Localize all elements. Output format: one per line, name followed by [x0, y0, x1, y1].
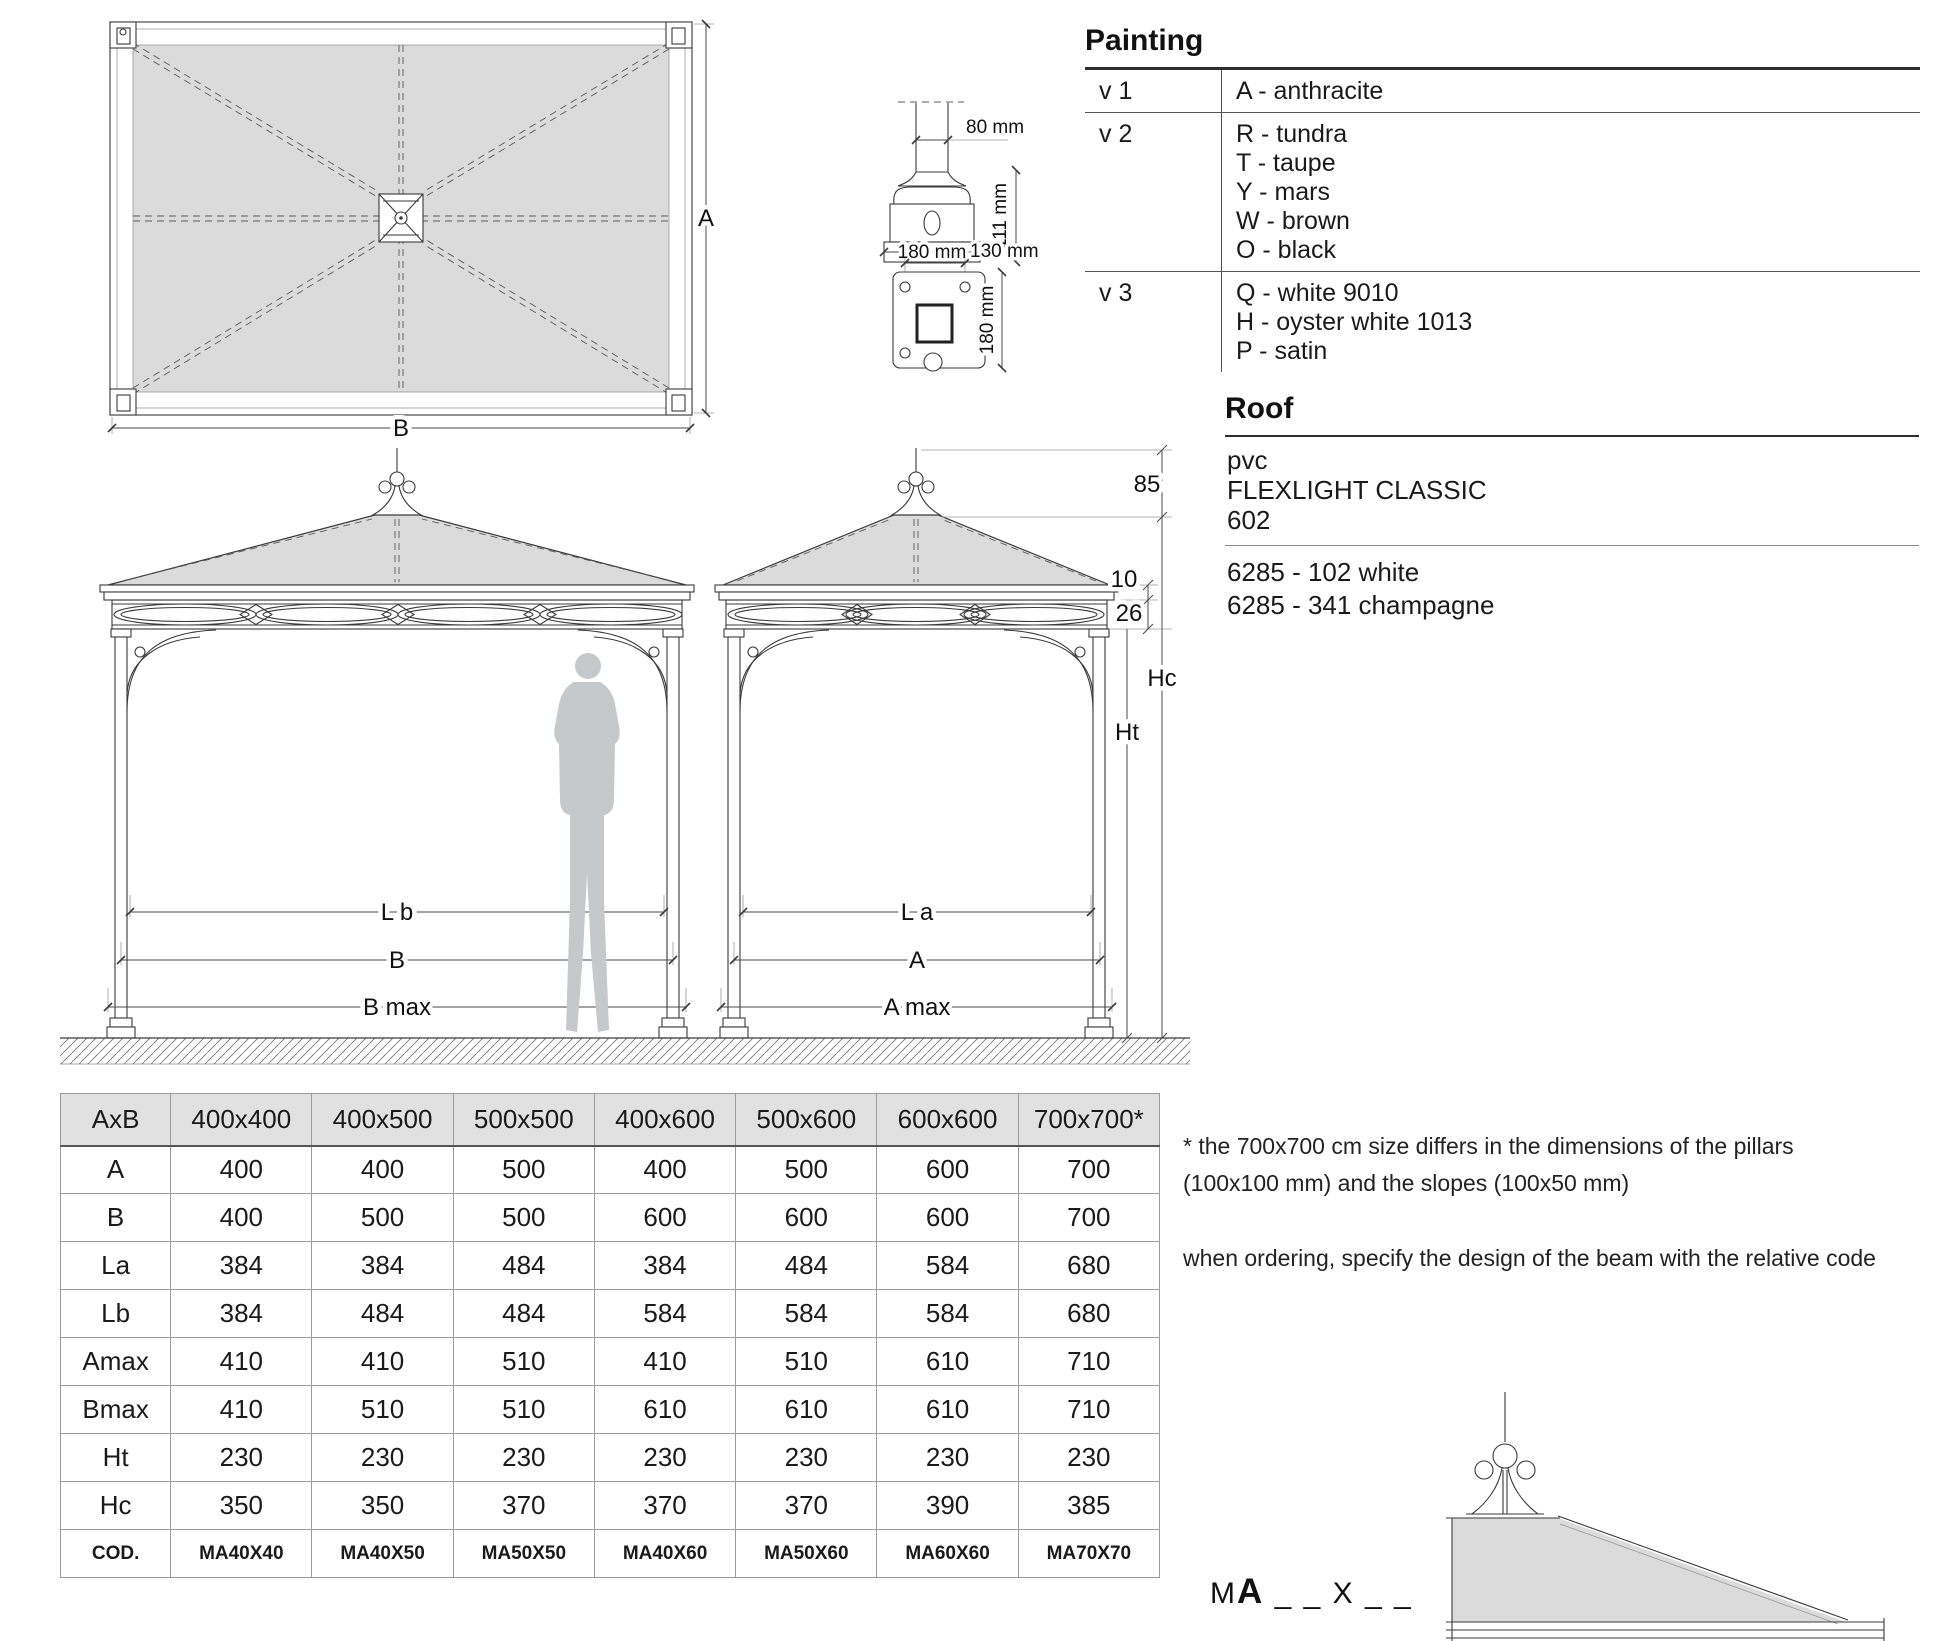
- size-row-label: Ht: [61, 1434, 171, 1482]
- variant-colors: [1222, 272, 1472, 372]
- size-value-cell: 610: [877, 1386, 1018, 1434]
- dim-85-label: 85: [1133, 471, 1161, 498]
- elevation-a-view: [715, 448, 1118, 1038]
- size-value-cell: 700: [1018, 1194, 1159, 1242]
- size-value-cell: 600: [736, 1194, 877, 1242]
- size-value-cell: 600: [594, 1194, 735, 1242]
- painting-title: Painting: [1085, 24, 1204, 57]
- size-row-label: Hc: [61, 1482, 171, 1530]
- size-value-cell: 700: [1018, 1146, 1159, 1194]
- size-value-cell: 390: [877, 1482, 1018, 1530]
- size-value-cell: 500: [453, 1146, 594, 1194]
- painting-row-v3: [1085, 272, 1920, 372]
- size-value-cell: 230: [1018, 1434, 1159, 1482]
- dim-a-label: A: [908, 947, 926, 974]
- size-row-label: Amax: [61, 1338, 171, 1386]
- size-value-cell: 370: [594, 1482, 735, 1530]
- size-value-cell: 710: [1018, 1386, 1159, 1434]
- size-value-cell: 410: [171, 1386, 312, 1434]
- roof-color-code: 6285 - 102 white: [1227, 557, 1420, 587]
- roof-title: Roof: [1225, 392, 1294, 425]
- size-value-cell: 584: [877, 1242, 1018, 1290]
- dim-lb-label: L b: [380, 899, 414, 926]
- size-table-row: [61, 1338, 1160, 1386]
- size-value-cell: 680: [1018, 1290, 1159, 1338]
- size-value-cell: 384: [171, 1242, 312, 1290]
- variant-colors: [1222, 70, 1383, 112]
- color-option: A - anthracite: [1236, 77, 1384, 105]
- dim-la-label: L a: [900, 899, 934, 926]
- size-value-cell: 400: [171, 1146, 312, 1194]
- size-table-section: [60, 1093, 1160, 1578]
- size-value-cell: MA40X60: [594, 1530, 735, 1578]
- size-table-row: [61, 1194, 1160, 1242]
- order-code-prefix: M: [1210, 1577, 1237, 1610]
- size-table-row: [61, 1434, 1160, 1482]
- size-row-label: COD.: [61, 1530, 171, 1578]
- size-value-cell: 384: [594, 1242, 735, 1290]
- size-table-row: [61, 1242, 1160, 1290]
- size-row-label: A: [61, 1146, 171, 1194]
- size-row-label: Lb: [61, 1290, 171, 1338]
- size-value-cell: 610: [594, 1386, 735, 1434]
- dim-amax-label: A max: [883, 994, 951, 1021]
- variant-label: v 2: [1085, 113, 1222, 271]
- size-value-cell: 510: [453, 1386, 594, 1434]
- size-value-cell: 384: [312, 1242, 453, 1290]
- size-col-header: 700x700*: [1018, 1094, 1159, 1146]
- size-value-cell: 410: [171, 1338, 312, 1386]
- size-table: [60, 1093, 1160, 1578]
- size-value-cell: 500: [312, 1194, 453, 1242]
- size-value-cell: 584: [736, 1290, 877, 1338]
- size-table-header-row: [61, 1094, 1160, 1146]
- plate-hole-spacing-label: 130 mm: [970, 241, 1039, 262]
- size-value-cell: 500: [453, 1194, 594, 1242]
- size-value-cell: 230: [736, 1434, 877, 1482]
- painting-table: [1085, 67, 1920, 372]
- size-value-cell: 410: [312, 1338, 453, 1386]
- pillar-base-detail: [884, 102, 1024, 263]
- size-value-cell: 230: [594, 1434, 735, 1482]
- color-option: P - satin: [1236, 337, 1328, 365]
- size-table-row: [61, 1530, 1160, 1578]
- size-value-cell: 350: [312, 1482, 453, 1530]
- painting-section: [1085, 24, 1920, 372]
- plan-dim-a-label: A: [697, 205, 715, 232]
- size-table-row: [61, 1386, 1160, 1434]
- size-col-header: AxB: [61, 1094, 171, 1146]
- size-table-row: [61, 1290, 1160, 1338]
- size-value-cell: 610: [877, 1338, 1018, 1386]
- size-value-cell: 484: [453, 1242, 594, 1290]
- size-value-cell: 230: [312, 1434, 453, 1482]
- variant-label: v 1: [1085, 70, 1222, 112]
- plan-dim-b-label: B: [392, 415, 410, 442]
- dim-b-label: B: [388, 947, 406, 974]
- order-code: [1210, 1572, 1413, 1612]
- variant-label: v 3: [1085, 272, 1222, 372]
- color-option: Q - white 9010: [1236, 279, 1399, 307]
- color-option: T - taupe: [1236, 149, 1336, 177]
- pillar-width-label: 80 mm: [966, 117, 1025, 138]
- size-row-label: La: [61, 1242, 171, 1290]
- roof-color-code: 6285 - 341 champagne: [1227, 590, 1495, 620]
- size-col-header: 400x400: [171, 1094, 312, 1146]
- size-col-header: 600x600: [877, 1094, 1018, 1146]
- ground-hatch: [60, 1038, 1190, 1064]
- roof-material: [1225, 435, 1919, 545]
- note-size-difference: * the 700x700 cm size differs in the dimensions of the pillars (100x100 mm) and the slopes (100x50 mm): [1183, 1133, 1794, 1196]
- dim-26-label: 26: [1115, 600, 1143, 627]
- size-value-cell: 600: [877, 1194, 1018, 1242]
- size-value-cell: 484: [312, 1290, 453, 1338]
- size-value-cell: 484: [453, 1290, 594, 1338]
- size-value-cell: 584: [594, 1290, 735, 1338]
- size-col-header: 400x500: [312, 1094, 453, 1146]
- size-value-cell: 350: [171, 1482, 312, 1530]
- size-value-cell: 410: [594, 1338, 735, 1386]
- size-table-body: [61, 1146, 1160, 1578]
- size-value-cell: MA70X70: [1018, 1530, 1159, 1578]
- color-option: R - tundra: [1236, 120, 1348, 148]
- plan-center-detail: [379, 194, 423, 242]
- size-value-cell: MA40X50: [312, 1530, 453, 1578]
- size-value-cell: 710: [1018, 1338, 1159, 1386]
- painting-row-v2: [1085, 113, 1920, 272]
- color-option: W - brown: [1236, 207, 1350, 235]
- plan-view: [110, 22, 714, 442]
- dim-bmax-label: B max: [362, 994, 432, 1021]
- size-table-head: [61, 1094, 1160, 1146]
- color-option: O - black: [1236, 236, 1337, 264]
- pillar-height-label: 111 mm: [990, 183, 1011, 249]
- order-code-suffix: _ _ X _ _: [1264, 1577, 1413, 1610]
- dim-hc-label: Hc: [1147, 665, 1177, 692]
- dim-10-label: 10: [1110, 566, 1138, 593]
- size-table-row: [61, 1146, 1160, 1194]
- size-value-cell: 400: [594, 1146, 735, 1194]
- size-value-cell: 610: [736, 1386, 877, 1434]
- size-value-cell: 400: [312, 1146, 453, 1194]
- size-row-label: Bmax: [61, 1386, 171, 1434]
- size-value-cell: 500: [736, 1146, 877, 1194]
- color-option: H - oyster white 1013: [1236, 308, 1473, 336]
- size-value-cell: 510: [736, 1338, 877, 1386]
- size-value-cell: MA50X60: [736, 1530, 877, 1578]
- size-table-row: [61, 1482, 1160, 1530]
- size-value-cell: 400: [171, 1194, 312, 1242]
- size-value-cell: 230: [877, 1434, 1018, 1482]
- roof-color-codes: [1225, 545, 1919, 622]
- variant-colors: [1222, 113, 1350, 271]
- dim-ht-label: Ht: [1115, 719, 1139, 746]
- size-value-cell: 510: [453, 1338, 594, 1386]
- roof-section: [1225, 392, 1919, 622]
- size-value-cell: 600: [877, 1146, 1018, 1194]
- roof-material-line: pvc: [1227, 445, 1268, 475]
- order-code-bold-letter: A: [1237, 1572, 1265, 1611]
- size-value-cell: 510: [312, 1386, 453, 1434]
- color-option: Y - mars: [1236, 178, 1330, 206]
- roof-material-line: FLEXLIGHT CLASSIC: [1227, 475, 1487, 505]
- size-value-cell: 484: [736, 1242, 877, 1290]
- size-col-header: 500x600: [736, 1094, 877, 1146]
- size-value-cell: 385: [1018, 1482, 1159, 1530]
- size-value-cell: 370: [453, 1482, 594, 1530]
- size-value-cell: 230: [453, 1434, 594, 1482]
- painting-row-v1: [1085, 70, 1920, 113]
- size-value-cell: 370: [736, 1482, 877, 1530]
- size-value-cell: 384: [171, 1290, 312, 1338]
- frieze-lattice-b: [112, 600, 682, 629]
- roof-material-line: 602: [1227, 505, 1271, 535]
- human-silhouette: [554, 653, 620, 1032]
- size-value-cell: 584: [877, 1290, 1018, 1338]
- size-row-label: B: [61, 1194, 171, 1242]
- size-value-cell: 680: [1018, 1242, 1159, 1290]
- size-value-cell: MA60X60: [877, 1530, 1018, 1578]
- note-ordering: when ordering, specify the design of the beam with the relative code: [1183, 1245, 1876, 1271]
- frieze-lattice-a: [726, 600, 1107, 629]
- pillar-base-width-label: 180 mm: [897, 242, 967, 263]
- size-col-header: 500x500: [453, 1094, 594, 1146]
- size-value-cell: 230: [171, 1434, 312, 1482]
- size-col-header: 400x600: [594, 1094, 735, 1146]
- plate-height-label: 180 mm: [977, 285, 998, 355]
- size-value-cell: MA40X40: [171, 1530, 312, 1578]
- size-value-cell: MA50X50: [453, 1530, 594, 1578]
- roof-corner-detail: [1446, 1392, 1884, 1641]
